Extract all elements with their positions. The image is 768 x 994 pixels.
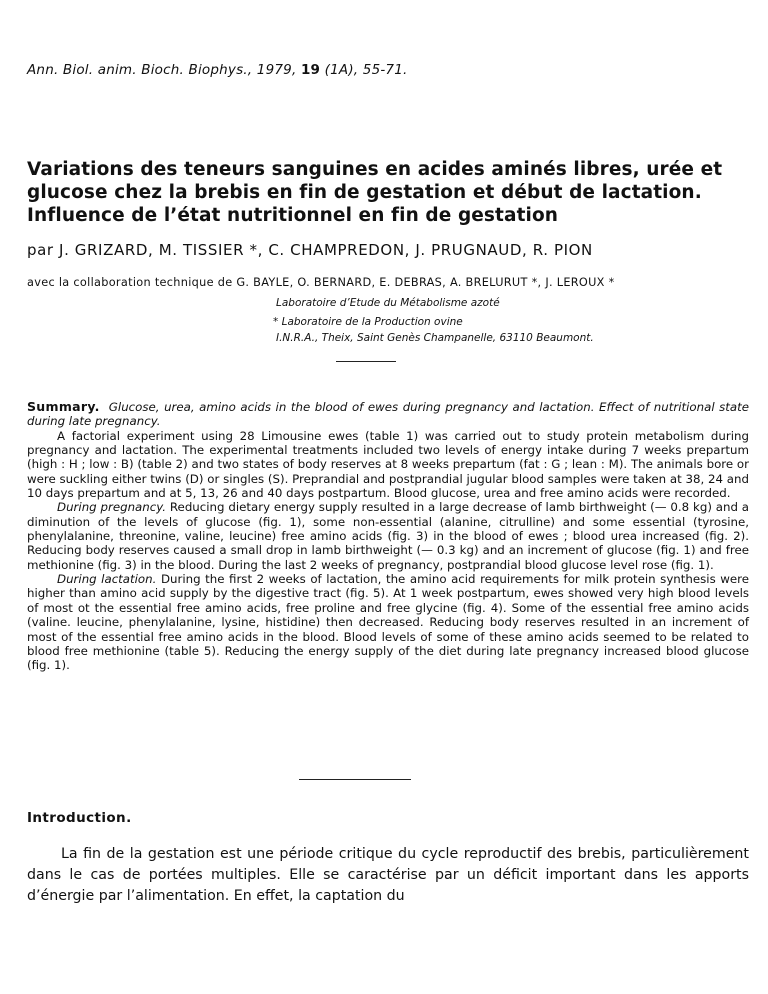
journal-name: Ann. Biol. anim. Bioch. Biophys., — [27, 62, 253, 78]
pregnancy-label: During pregnancy. — [57, 500, 167, 515]
introduction-paragraph: La fin de la gestation est une période critique du cycle reproductif des brebis, particulièrement dans le cas de portées multiples. Elle se caractérise par un déficit important dans les apports d’énergie par l’alimentation. En effet, la captation du — [27, 846, 749, 904]
affiliation-2: * Laboratoire de la Production ovine — [273, 316, 463, 328]
divider-rule — [336, 361, 396, 362]
summary-paragraph-2 — [27, 500, 749, 572]
divider-rule — [299, 779, 411, 780]
summary-section — [27, 400, 749, 673]
technical-collaboration: avec la collaboration technique de G. BAYLE, O. BERNARD, E. DEBRAS, A. BRELURUT *, J. LEROUX * — [27, 276, 615, 289]
title-line-3: Influence de l’état nutritionnel en fin de gestation — [27, 205, 559, 226]
paper-title — [27, 158, 747, 227]
introduction-heading: Introduction. — [27, 810, 132, 826]
authors: par J. GRIZARD, M. TISSIER *, C. CHAMPREDON, J. PRUGNAUD, R. PION — [27, 241, 593, 259]
title-line-1: Variations des teneurs sanguines en acides aminés libres, urée et — [27, 159, 723, 180]
title-line-2: glucose chez la brebis en fin de gestation et début de lactation. — [27, 182, 702, 203]
summary-paragraph-3 — [27, 572, 749, 672]
lactation-label: During lactation. — [57, 572, 157, 587]
introduction-section — [27, 844, 749, 907]
lactation-text: During the first 2 weeks of lactation, the amino acid requirements for milk protein synthesis were higher than amino acid supply by the digestive tract (fig. 5). At 1 week postpartum, ewes showed very high blood levels of most ot the essential free amino acids, free proline and free glycine (fig. 4). Some of the essential free amino acids (valine. leucine, phenylalanine, lysine, histidine) then decreased. Reducing body reserves resulted in an increment of most of the essential free amino acids in the blood. Blood levels of some of these amino acids seemed to be related to blood free methionine (table 5). Reducing the energy supply of the diet during late pregnancy increased blood glucose (fig. 1). — [27, 572, 750, 673]
summary-subtitle: Glucose, urea, amino acids in the blood of ewes during pregnancy and lactation. Effect of nutritional state during late pregnancy. — [27, 400, 750, 429]
journal-citation — [27, 62, 408, 78]
affiliation-3: I.N.R.A., Theix, Saint Genès Champanelle, 63110 Beaumont. — [276, 332, 594, 344]
journal-issue-pages: (1A), 55-71. — [324, 62, 408, 78]
summary-paragraph-1: A factorial experiment using 28 Limousine ewes (table 1) was carried out to study protein metabolism during pregnancy and lactation. The experimental treatments included two levels of energy intake during 7 weeks prepartum (high : H ; low : B) (table 2) and two states of body reserves at 8 weeks prepartum (fat : G ; lean : M). The animals bore or were suckling either twins (D) or singles (S). Preprandial and postprandial jugular blood samples were taken at 38, 24 and 10 days prepartum and at 5, 13, 26 and 40 days postpartum. Blood glucose, urea and free amino acids were recorded. — [27, 428, 749, 501]
summary-heading: Summary. — [27, 399, 100, 414]
journal-year: 1979, — [256, 62, 297, 78]
journal-volume: 19 — [300, 62, 321, 78]
affiliation-1: Laboratoire d’Etude du Métabolisme azoté — [276, 297, 500, 309]
pregnancy-text: Reducing dietary energy supply resulted in a large decrease of lamb birthweight (— 0.8 kg) and a diminution of the levels of glucose (fig. 1), some non-essential (alanine, citrulline) and some essential (tyrosine, phenylalanine, threonine, valine, leucine) free amino acids (fig. 3) in the blood of ewes ; blood urea increased (fig. 2). Reducing body reserves caused a small drop in lamb birthweight (— 0.3 kg) and an increment of glucose (fig. 1) and free methionine (fig. 3) in the blood. During the last 2 weeks of pregnancy, postprandial blood glucose level rose (fig. 1). — [27, 500, 749, 572]
